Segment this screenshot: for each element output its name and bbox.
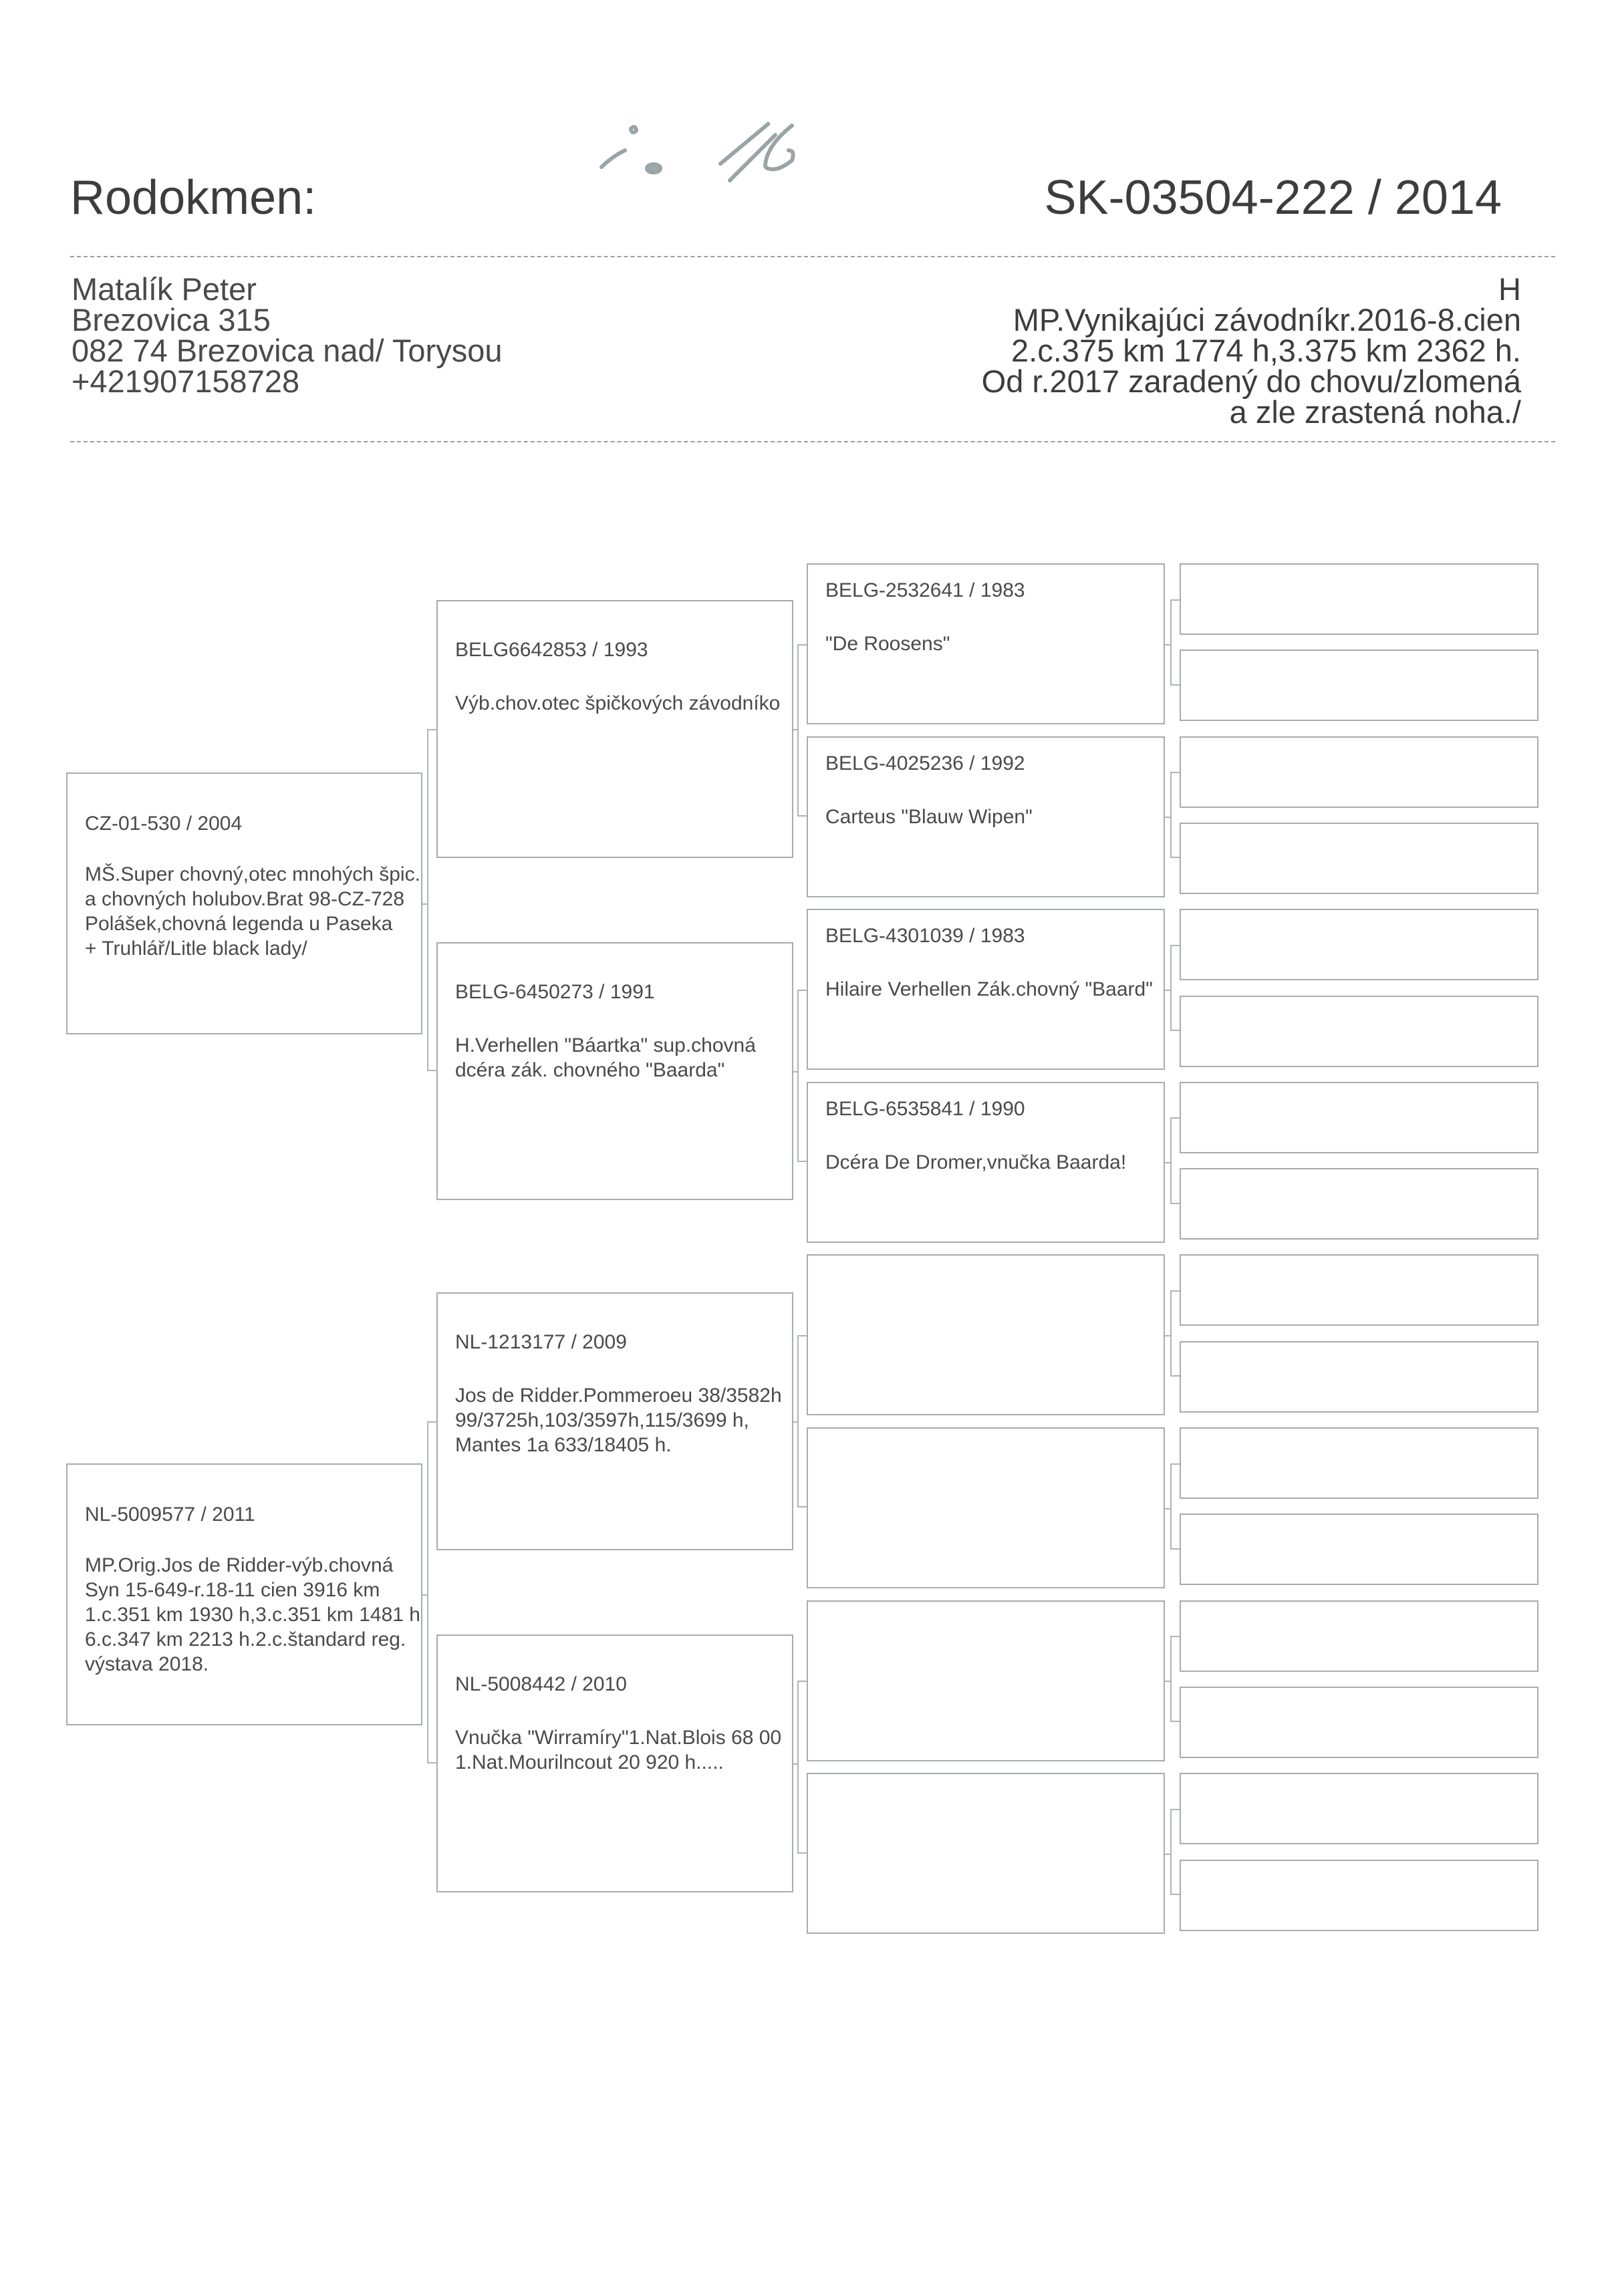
connector-bracket xyxy=(1170,1290,1180,1377)
ancestor-description xyxy=(455,1725,781,1775)
owner-phone: +421907158728 xyxy=(72,364,300,399)
ancestor-description xyxy=(825,631,950,656)
great-great-grandparent-box xyxy=(1180,736,1538,808)
connector-bracket xyxy=(1170,599,1180,686)
great-grandparent-box xyxy=(807,1427,1165,1588)
bird-sex: H xyxy=(1498,271,1521,307)
ancestor-ring-number: BELG-2532641 / 1983 xyxy=(825,579,1025,601)
connector-line xyxy=(1165,1681,1170,1682)
info-divider xyxy=(70,441,1555,442)
description-line: Polášek,chovná legenda u Paseka xyxy=(85,913,393,935)
ancestor-ring-number: BELG-6450273 / 1991 xyxy=(455,981,655,1003)
description-line: H.Verhellen "Báartka" sup.chovná xyxy=(455,1034,756,1056)
ancestor-ring-number: BELG6642853 / 1993 xyxy=(455,639,648,661)
ancestor-description xyxy=(455,1383,782,1457)
description-line: Hilaire Verhellen Zák.chovný "Baard" xyxy=(825,978,1153,1000)
description-line: Dcéra De Dromer,vnučka Baarda! xyxy=(825,1151,1127,1173)
grandparent-box xyxy=(436,942,793,1200)
sire-box xyxy=(66,772,422,1034)
ancestor-description xyxy=(85,862,420,961)
great-great-grandparent-box xyxy=(1180,1427,1538,1499)
description-line: Syn 15-649-r.18-11 cien 3916 km xyxy=(85,1579,380,1601)
ancestor-description xyxy=(85,1553,420,1677)
great-great-grandparent-box xyxy=(1180,996,1538,1067)
description-line: Jos de Ridder.Pommeroeu 38/3582h xyxy=(455,1385,782,1407)
ancestor-description xyxy=(825,977,1153,1002)
great-great-grandparent-box xyxy=(1180,650,1538,721)
connector-bracket xyxy=(427,1421,436,1763)
grandparent-box xyxy=(436,600,793,858)
ancestor-ring-number: BELG-6535841 / 1990 xyxy=(825,1098,1025,1120)
bird-info-line: MP.Vynikajúci závodníkr.2016-8.cien xyxy=(1013,302,1521,337)
description-line: MŠ.Super chovný,otec mnohých špic. xyxy=(85,863,420,885)
owner-name: Matalík Peter xyxy=(72,271,257,307)
description-line: "De Roosens" xyxy=(825,633,950,655)
great-great-grandparent-box xyxy=(1180,1341,1538,1413)
bird-info-line: Od r.2017 zaradený do chovu/zlomená xyxy=(981,364,1521,399)
document-title: Rodokmen: xyxy=(70,171,317,225)
ancestor-ring-number: CZ-01-530 / 2004 xyxy=(85,813,243,835)
connector-bracket xyxy=(1170,1117,1180,1203)
connector-line xyxy=(422,1594,427,1596)
ancestor-ring-number: BELG-4301039 / 1983 xyxy=(825,925,1025,947)
connector-line xyxy=(422,903,427,905)
great-grandparent-box xyxy=(807,1254,1165,1415)
great-great-grandparent-box xyxy=(1180,563,1538,635)
description-line: Vnučka "Wirramíry"1.Nat.Blois 68 00 xyxy=(455,1727,782,1749)
great-grandparent-box xyxy=(807,1082,1165,1243)
description-line: Carteus "Blauw Wipen" xyxy=(825,806,1033,828)
great-great-grandparent-box xyxy=(1180,823,1538,894)
great-great-grandparent-box xyxy=(1180,909,1538,980)
bird-info-line: 2.c.375 km 1774 h,3.375 km 2362 h. xyxy=(1011,333,1521,368)
ancestor-description xyxy=(455,1033,756,1083)
great-great-grandparent-box xyxy=(1180,1773,1538,1844)
connector-line xyxy=(1165,817,1170,818)
great-grandparent-box xyxy=(807,736,1165,897)
description-line: 99/3725h,103/3597h,115/3699 h, xyxy=(455,1409,749,1431)
connector-bracket xyxy=(1170,772,1180,858)
grandparent-box xyxy=(436,1292,793,1550)
owner-city: 082 74 Brezovica nad/ Torysou xyxy=(72,333,503,368)
description-line: dcéra zák. chovného "Baarda" xyxy=(455,1059,725,1081)
subject-ring-number: SK-03504-222 / 2014 xyxy=(1044,171,1502,225)
description-line: 1.c.351 km 1930 h,3.c.351 km 1481 h xyxy=(85,1604,420,1626)
bird-info-block xyxy=(981,271,1521,430)
connector-line xyxy=(1165,1854,1170,1855)
great-grandparent-box xyxy=(807,1600,1165,1761)
great-grandparent-box xyxy=(807,563,1165,724)
description-line: Výb.chov.otec špičkových závodníko xyxy=(455,692,781,714)
great-great-grandparent-box xyxy=(1180,1687,1538,1758)
description-line: Mantes 1a 633/18405 h. xyxy=(455,1434,672,1456)
description-line: + Truhlář/Litle black lady/ xyxy=(85,938,307,960)
connector-bracket xyxy=(797,644,807,817)
ancestor-ring-number: BELG-4025236 / 1992 xyxy=(825,752,1025,774)
connector-bracket xyxy=(1170,1809,1180,1895)
ancestor-description xyxy=(455,691,780,716)
connector-bracket xyxy=(427,729,436,1071)
connector-line xyxy=(1165,1335,1170,1336)
ancestor-ring-number: NL-5009577 / 2011 xyxy=(85,1503,255,1526)
description-line: 6.c.347 km 2213 h.2.c.štandard reg. xyxy=(85,1628,406,1651)
connector-bracket xyxy=(797,1681,807,1854)
ancestor-description xyxy=(825,1150,1126,1175)
connector-line xyxy=(1165,990,1170,991)
connector-bracket xyxy=(797,990,807,1163)
connector-line xyxy=(1165,644,1170,645)
ancestor-description xyxy=(825,805,1033,829)
great-great-grandparent-box xyxy=(1180,1254,1538,1326)
great-great-grandparent-box xyxy=(1180,1600,1538,1672)
connector-bracket xyxy=(1170,1463,1180,1550)
description-line: MP.Orig.Jos de Ridder-výb.chovná xyxy=(85,1554,394,1576)
great-great-grandparent-box xyxy=(1180,1860,1538,1931)
description-line: a chovných holubov.Brat 98-CZ-728 xyxy=(85,888,405,910)
great-great-grandparent-box xyxy=(1180,1514,1538,1585)
great-grandparent-box xyxy=(807,909,1165,1070)
bird-info-line: a zle zrastená noha./ xyxy=(1229,394,1521,430)
ancestor-ring-number: NL-1213177 / 2009 xyxy=(455,1331,627,1353)
dam-box xyxy=(66,1463,422,1725)
description-line: výstava 2018. xyxy=(85,1653,209,1675)
connector-line xyxy=(1165,1508,1170,1510)
owner-street: Brezovica 315 xyxy=(72,302,271,337)
grandparent-box xyxy=(436,1634,793,1892)
great-grandparent-box xyxy=(807,1773,1165,1934)
great-great-grandparent-box xyxy=(1180,1168,1538,1240)
ancestor-ring-number: NL-5008442 / 2010 xyxy=(455,1673,627,1695)
owner-block xyxy=(72,271,503,399)
connector-bracket xyxy=(1170,945,1180,1031)
handwritten-note xyxy=(575,120,829,200)
connector-line xyxy=(1165,1162,1170,1163)
connector-bracket xyxy=(797,1335,807,1508)
header-divider xyxy=(70,256,1555,257)
connector-bracket xyxy=(1170,1636,1180,1722)
description-line: 1.Nat.Mourilncout 20 920 h..... xyxy=(455,1751,724,1773)
great-great-grandparent-box xyxy=(1180,1082,1538,1153)
